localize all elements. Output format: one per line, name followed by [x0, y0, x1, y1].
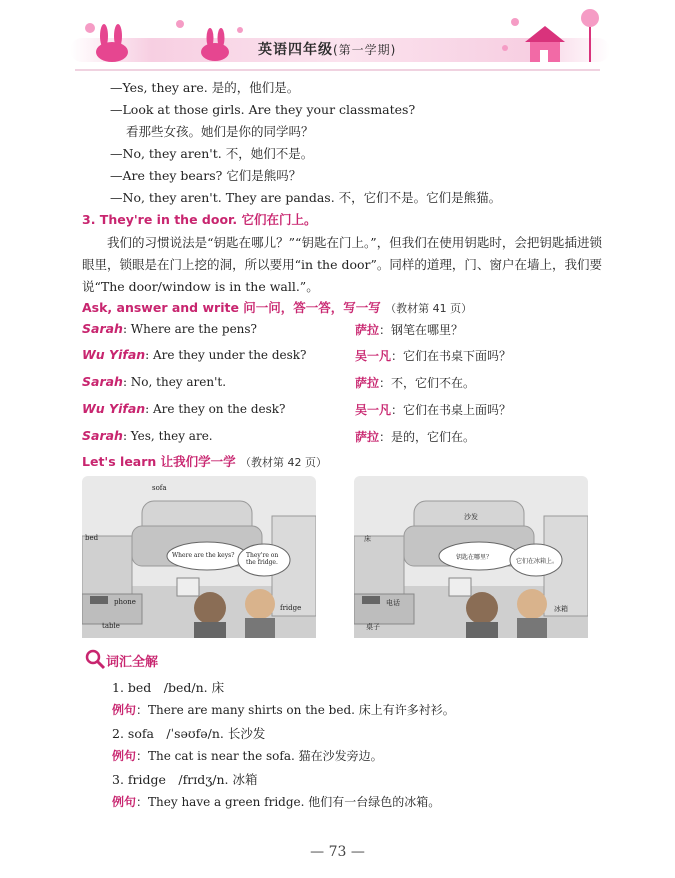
- header-subtitle: (第一学期): [333, 43, 397, 57]
- example-label: 例句: [112, 703, 137, 717]
- dialogue-line: 看那些女孩。她们是你的同学吗？: [126, 124, 314, 139]
- speech-bubble: 它们在冰箱上。: [516, 558, 559, 565]
- speaker-text-cn: ：钢笔在哪里？: [379, 323, 464, 337]
- example-text: ：There are many shirts on the bed. 床上有许多衬衫。: [136, 703, 455, 717]
- scene-illustration-english: [82, 476, 316, 638]
- speaker-text: : Are they on the desk?: [145, 402, 286, 416]
- speaker-name: Sarah: [82, 374, 123, 389]
- dialogue-row: [82, 401, 285, 416]
- learn-title-text: Let's learn 让我们学一学: [82, 454, 236, 469]
- speaker-text: : Yes, they are.: [122, 429, 213, 443]
- speaker-name-cn: 吴一凡: [355, 403, 392, 417]
- speaker-name: Wu Yifan: [82, 401, 146, 416]
- vocab-word: 3. fridge /frɪdʒ/n. 冰箱: [112, 772, 258, 787]
- dialogue-row: [82, 347, 306, 362]
- speaker-name: Sarah: [82, 321, 123, 336]
- ask-page-note: （教材第 41 页）: [385, 302, 473, 315]
- vocab-word: 2. sofa /ˈsəʊfə/n. 长沙发: [112, 726, 266, 741]
- example-text: ：They have a green fridge. 他们有一台绿色的冰箱。: [136, 795, 441, 809]
- dialogue-row-cn: [355, 401, 511, 418]
- vocab-example: [112, 701, 455, 718]
- learn-page-note: （教材第 42 页）: [240, 456, 328, 469]
- speech-bubble: Where are the keys?: [172, 552, 235, 559]
- header-title: [258, 39, 396, 59]
- vocab-title: 词汇全解: [106, 655, 159, 670]
- speech-bubble: 钥匙在哪里？: [456, 554, 493, 561]
- label-table: table: [102, 622, 120, 630]
- page-number: — 73 —: [310, 844, 365, 860]
- dialogue-row-cn: [355, 428, 475, 445]
- label-bed: bed: [85, 534, 99, 542]
- speech-bubble: They're on the fridge.: [246, 552, 279, 566]
- ask-title-text: Ask, answer and write 问一问，答一答，写一写: [82, 300, 381, 315]
- speaker-name-cn: 萨拉: [355, 376, 380, 390]
- label-fridge: fridge: [280, 604, 302, 612]
- dialogue-line: —Look at those girls. Are they your classmates?: [110, 102, 416, 117]
- vocab-example: [112, 793, 440, 810]
- label-sofa: sofa: [152, 484, 167, 492]
- label-table: 桌子: [366, 623, 380, 631]
- label-fridge: 冰箱: [554, 605, 568, 613]
- example-label: 例句: [112, 749, 137, 763]
- lets-learn-title: [82, 454, 327, 471]
- speaker-text-cn: ：不，它们不在。: [379, 376, 476, 390]
- magnifier-icon: [84, 648, 108, 670]
- speaker-name-cn: 吴一凡: [355, 349, 392, 363]
- label-phone: 电话: [386, 599, 400, 607]
- dialogue-line: —Are they bears? 它们是熊吗？: [110, 168, 302, 183]
- dialogue-line: —No, they aren't. They are pandas. 不，它们不是。它们是熊猫。: [110, 190, 502, 205]
- label-bed: 床: [364, 535, 371, 543]
- header-title-text: 英语四年级: [258, 42, 333, 58]
- section-3-paragraph: 我们的习惯说法是“钥匙在哪儿？”“钥匙在门上。”，但我们在使用钥匙时，会把钥匙插进锁眼里，锁眼是在门上挖的洞，所以要用“in the door”。同样的道理，门、窗户在墙上，我们要说“The door/window is in the wall.”。: [82, 235, 602, 294]
- speaker-name-cn: 萨拉: [355, 323, 380, 337]
- vocab-word: 1. bed /bed/n. 床: [112, 680, 225, 695]
- speaker-name: Sarah: [82, 428, 123, 443]
- dialogue-line: —No, they aren't. 不，她们不是。: [110, 146, 314, 161]
- scene-illustration-chinese: [354, 476, 588, 638]
- ask-answer-write-title: [82, 300, 472, 317]
- label-sofa: 沙发: [464, 513, 478, 521]
- dialogue-row: [82, 428, 213, 443]
- dialogue-line: —Yes, they are. 是的，他们是。: [110, 80, 300, 95]
- speaker-text: : Where are the pens?: [122, 322, 257, 336]
- vocab-example: [112, 747, 383, 764]
- speaker-name: Wu Yifan: [82, 347, 146, 362]
- dialogue-row-cn: [355, 321, 463, 338]
- example-label: 例句: [112, 795, 137, 809]
- label-phone: phone: [114, 598, 136, 606]
- dialogue-row-cn: [355, 347, 511, 364]
- speaker-name-cn: 萨拉: [355, 430, 380, 444]
- dialogue-row: [82, 374, 226, 389]
- speaker-text-cn: ：它们在书桌上面吗？: [391, 403, 512, 417]
- example-text: ：The cat is near the sofa. 猫在沙发旁边。: [136, 749, 383, 763]
- vocab-header: [84, 648, 194, 670]
- speaker-text-cn: ：它们在书桌下面吗？: [391, 349, 512, 363]
- dialogue-row-cn: [355, 374, 475, 391]
- speaker-text: : No, they aren't.: [122, 375, 227, 389]
- speaker-text-cn: ：是的，它们在。: [379, 430, 476, 444]
- dialogue-row: [82, 321, 257, 336]
- speaker-text: : Are they under the desk?: [145, 348, 307, 362]
- section-3-title: 3. They're in the door. 它们在门上。: [82, 212, 317, 227]
